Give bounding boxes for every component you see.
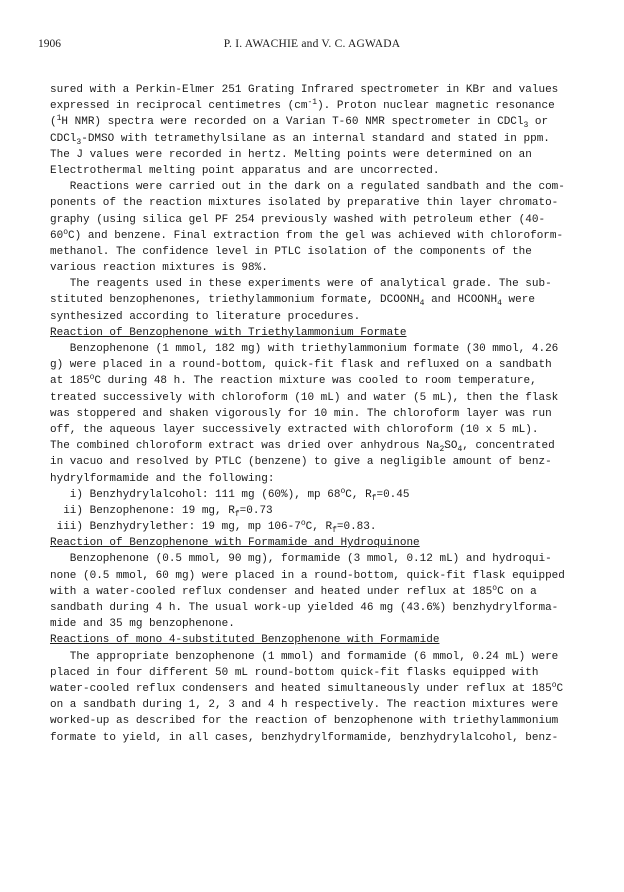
text-line [50, 681, 610, 697]
text-line [50, 438, 610, 454]
text-segment: sandbath during 4 h. The usual work-up yielded 46 mg (43.6%) benzhydrylforma- [50, 602, 559, 614]
text-line [50, 471, 610, 487]
superscript: 1 [56, 114, 62, 124]
text-line [50, 730, 610, 746]
subscript: f [234, 509, 240, 519]
text-segment: expressed in reciprocal centimetres (cm [50, 100, 308, 113]
text-segment: Electrothermal melting point apparatus and are uncorrected. [50, 164, 440, 177]
text-line [50, 114, 610, 130]
text-line [50, 373, 610, 389]
text-line [50, 665, 610, 681]
text-segment: Reactions of mono 4-substituted Benzophenone with Formamide [50, 634, 440, 647]
text-segment: placed in four different 50 mL round-bottom quick-fit flasks equipped with [50, 666, 539, 679]
text-line [50, 276, 610, 292]
text-segment: Benzophenone (0.5 mmol, 90 mg), formamide (3 mmol, 0.12 mL) and hydroqui- [50, 553, 552, 566]
text-line [50, 260, 610, 276]
text-segment: off, the aqueous layer successively extracted with chloroform (10 x 5 mL). [50, 423, 539, 436]
text-line [50, 616, 610, 632]
running-head-authors: P. I. AWACHIE and V. C. AGWADA [223, 38, 401, 50]
text-segment: The appropriate benzophenone (1 mmol) and formamide (6 mmol, 0.24 mL) were [50, 650, 559, 663]
subscript: 2 [439, 445, 445, 455]
text-segment: CDCl [50, 132, 77, 145]
text-line [50, 519, 610, 535]
text-segment: graphy (using silica gel PF 254 previously washed with petroleum ether (40- [50, 213, 546, 226]
page-number: 1906 [38, 38, 61, 50]
text-segment: on a sandbath during 1, 2, 3 and 4 h respectively. The reaction mixtures were [50, 699, 559, 712]
text-segment: Benzophenone (1 mmol, 182 mg) with triethylammonium formate (30 mmol, 4.26 [50, 343, 559, 355]
text-line [50, 503, 610, 519]
text-segment: 60 [50, 229, 64, 242]
text-segment: iii) Benzhydrylether: 19 mg, mp 106-7 [50, 521, 301, 534]
text-segment: Reactions were carried out in the dark on a regulated sandbath and the com- [50, 181, 565, 194]
text-segment: C, R [345, 488, 372, 501]
text-segment: =0.83. [336, 521, 377, 534]
text-line [50, 454, 610, 470]
superscript: o [340, 486, 346, 496]
subscript: 4 [457, 445, 463, 455]
text-segment: formate to yield, in all cases, benzhydrylformamide, benzhydrylalcohol, benz- [50, 731, 559, 744]
section-heading [50, 535, 610, 551]
text-segment: Reaction of Benzophenone with Formamide and Hydroquinone [50, 537, 420, 550]
text-segment: sured with a Perkin-Elmer 251 Grating Infrared spectrometer in KBr and values [50, 84, 559, 96]
text-line [50, 131, 610, 147]
superscript: o [492, 583, 498, 593]
text-segment: H NMR) spectra were recorded on a Varian T-60 NMR spectrometer in CDCl [61, 116, 524, 129]
text-line [50, 390, 610, 406]
text-segment: Reaction of Benzophenone with Triethylammonium Formate [50, 326, 407, 339]
subscript: 3 [523, 121, 529, 131]
text-segment: none (0.5 mmol, 60 mg) were placed in a round-bottom, quick-fit flask equipped [50, 569, 565, 582]
text-line [50, 406, 610, 422]
text-segment: in vacuo and resolved by PTLC (benzene) to give a negligible amount of benz- [50, 456, 552, 469]
text-line [50, 713, 610, 729]
text-segment: various reaction mixtures is 98%. [50, 262, 268, 275]
text-line [50, 292, 610, 308]
text-segment: SO [444, 440, 458, 453]
text-line [50, 600, 610, 616]
text-line [50, 179, 610, 195]
text-segment: C on a [497, 585, 537, 598]
running-header [0, 38, 624, 54]
text-segment: was stoppered and shaken vigorously for 10 min. The chloroform layer was run [50, 407, 552, 420]
text-line [50, 163, 610, 179]
text-line [50, 212, 610, 228]
text-segment: and HCOONH [424, 294, 498, 307]
text-segment: -DMSO with tetramethylsilane as an internal standard and stated in ppm. [81, 132, 550, 145]
text-line [50, 228, 610, 244]
text-line [50, 82, 610, 98]
text-segment: or [528, 116, 549, 129]
text-segment: stituted benzophenones, triethylammonium formate, DCOONH [50, 294, 420, 307]
text-line [50, 357, 610, 373]
text-segment: C) and benzene. Final extraction from the gel was achieved with chloroform- [68, 229, 564, 242]
text-line [50, 244, 610, 260]
section-heading [50, 325, 610, 341]
text-line [50, 309, 610, 325]
text-segment: C, R [305, 521, 333, 534]
text-segment: synthesized according to literature procedures. [50, 310, 361, 323]
superscript: o [63, 227, 69, 237]
text-line [50, 195, 610, 211]
text-segment: treated successively with chloroform (10 mL) and water (5 mL), then the flask [50, 391, 559, 404]
text-segment: The combined chloroform extract was dried over anhydrous Na [50, 440, 440, 453]
superscript: o [300, 519, 306, 529]
text-line [50, 551, 610, 567]
text-segment: mide and 35 mg benzophenone. [50, 618, 235, 631]
text-segment: ( [50, 116, 57, 129]
text-segment: ii) Benzophenone: 19 mg, R [50, 504, 235, 517]
text-line [50, 649, 610, 665]
text-segment: ). Proton nuclear magnetic resonance [317, 100, 555, 113]
text-segment: were [501, 294, 535, 307]
subscript: 4 [497, 299, 502, 309]
text-segment: worked-up as described for the reaction of benzophenone with triethylammonium [50, 715, 559, 728]
superscript: o [551, 680, 557, 690]
text-segment: The reagents used in these experiments were of analytical grade. The sub- [50, 278, 552, 291]
text-line [50, 584, 610, 600]
text-segment: The J values were recorded in hertz. Melting points were determined on an [50, 148, 532, 161]
subscript: 4 [419, 299, 425, 309]
subscript: 3 [76, 137, 82, 147]
text-line [50, 697, 610, 713]
text-segment: =0.45 [376, 488, 410, 501]
text-segment: , concentrated [462, 440, 555, 453]
section-heading [50, 632, 610, 648]
superscript: -1 [307, 98, 318, 108]
text-line [50, 98, 610, 114]
text-segment: ponents of the reaction mixtures isolated by preparative thin layer chromato- [50, 197, 559, 210]
text-segment: at 185 [50, 375, 90, 388]
text-line [50, 568, 610, 584]
text-segment: with a water-cooled reflux condenser and heated under reflux at 185 [50, 585, 493, 598]
text-line [50, 487, 610, 503]
text-line [50, 341, 610, 357]
text-segment: g) were placed in a round-bottom, quick-fit flask and refluxed on a sandbath [50, 359, 552, 372]
text-segment: C [556, 682, 564, 695]
superscript: o [89, 373, 95, 383]
text-line [50, 422, 610, 438]
subscript: f [332, 526, 337, 536]
text-segment: =0.73 [239, 504, 273, 517]
text-segment: water-cooled reflux condensers and heated simultaneously under reflux at 185 [50, 682, 552, 695]
subscript: f [371, 493, 377, 503]
text-segment: C during 48 h. The reaction mixture was cooled to room temperature, [94, 375, 537, 388]
body-text [50, 82, 610, 746]
text-segment: i) Benzhydrylalcohol: 111 mg (60%), mp 68 [50, 488, 341, 501]
text-segment: hydrylformamide and the following: [50, 472, 275, 485]
text-segment: methanol. The confidence level in PTLC isolation of the components of the [50, 245, 532, 258]
text-line [50, 147, 610, 163]
